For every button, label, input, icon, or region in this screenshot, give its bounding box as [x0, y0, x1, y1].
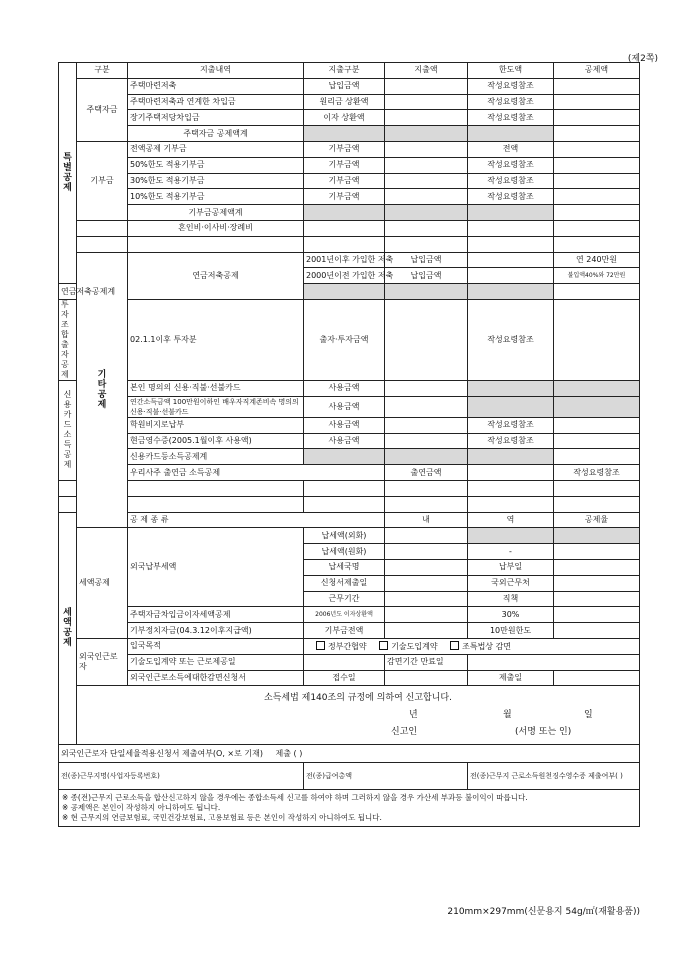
row-limit	[468, 380, 554, 396]
row-type: 사용금액	[304, 380, 385, 396]
amount-field[interactable]	[385, 417, 468, 433]
row-item: 50%한도 적용기부금	[128, 157, 304, 173]
row-limit: 작성요령참조	[468, 110, 554, 126]
deduction-field[interactable]	[554, 417, 640, 433]
amount-field[interactable]	[385, 396, 468, 417]
checkbox-gov-agreement[interactable]	[316, 641, 325, 650]
checkbox-special-tax[interactable]	[450, 641, 459, 650]
table-row	[59, 433, 640, 449]
header-type: 지출구분	[304, 63, 385, 79]
submit-date-label: 제출일	[468, 670, 554, 686]
row-type: 이자 상환액	[304, 110, 385, 126]
foreign-tax-key: 납세액(원화)	[304, 544, 385, 560]
foreign-tax-input[interactable]	[385, 575, 468, 591]
housing-interest-rate: 30%	[468, 607, 554, 623]
row-limit: 작성요령참조	[468, 189, 554, 205]
table-row	[59, 220, 640, 236]
spacer-row	[59, 236, 640, 252]
table-row	[59, 670, 640, 686]
prev-job-receipt-label: 전(종)근무지 근로소득원천징수영수증 제출여부( )	[468, 763, 640, 790]
declaration-date	[79, 707, 637, 724]
note: ※ 공제액은 본인이 작성하지 아니하여도 됩니다.	[62, 803, 221, 813]
note: ※ 현 근무지의 연금보험료, 국민건강보험료, 고용보험료 등은 본인이 작성하지 아니하여도 됩니다.	[62, 813, 382, 823]
prev-job-row	[59, 763, 640, 790]
amount-field[interactable]	[385, 110, 468, 126]
other-deduction-side-label: 기 타 공 제	[77, 252, 128, 528]
row-item: 2000년이전 가입한 저축	[304, 268, 385, 284]
amount-field[interactable]	[385, 433, 468, 449]
table-row	[59, 380, 640, 396]
amount-field[interactable]	[385, 78, 468, 94]
year-label: 년	[409, 709, 418, 720]
row-limit: 전액	[468, 141, 554, 157]
row-limit	[468, 396, 554, 417]
deduction-field[interactable]	[554, 433, 640, 449]
deduction-field[interactable]	[554, 623, 640, 639]
deduction-field[interactable]	[554, 607, 640, 623]
option-label: 기술도입계약	[391, 641, 438, 651]
table-row	[59, 78, 640, 94]
submit-date-field[interactable]	[554, 670, 640, 686]
stock-item: 우리사주 출연금 소득공제	[128, 465, 385, 481]
political-rate: 10만원한도	[468, 623, 554, 639]
tax-header-detail-b: 역	[468, 512, 554, 528]
reporter-label: 신고인	[391, 726, 418, 737]
row-type: 사용금액	[304, 433, 385, 449]
row-item: 학원비지로납부	[128, 417, 304, 433]
table-row	[59, 110, 640, 126]
foreign-tax-key: 납세국명	[304, 559, 385, 575]
housing-interest-label: 주택자금차입금이자세액공제	[128, 607, 304, 623]
table-row	[59, 141, 640, 157]
expiry-field[interactable]	[468, 654, 640, 670]
row-item: 02.1.1이후 투자분	[128, 299, 304, 380]
amount-field[interactable]	[385, 173, 468, 189]
row-limit: 작성요령참조	[554, 465, 640, 481]
single-rate-value[interactable]: 제출 ( )	[275, 748, 303, 758]
signature-field[interactable]: (서명 또는 인)	[515, 726, 572, 737]
receipt-date-field[interactable]	[385, 670, 468, 686]
row-limit: 작성요령참조	[468, 299, 554, 380]
pension-group-label: 연금저축공제	[128, 252, 304, 299]
deduction-field[interactable]	[554, 544, 640, 560]
row-limit: 작성요령참조	[468, 78, 554, 94]
purpose-label: 입국목적	[128, 638, 304, 654]
subtotal-label: 주택자금 공제액계	[128, 126, 304, 142]
wedding-label: 혼인비·이사비·장례비	[128, 220, 304, 236]
foreign-tax-value: -	[468, 544, 554, 560]
option-label: 조특법상 감면	[462, 641, 512, 651]
contract-date-label: 기술도입계약 또는 근로제공일	[128, 654, 304, 670]
header-details: 지출내역	[128, 63, 304, 79]
amount-field[interactable]	[385, 299, 468, 380]
amount-field[interactable]	[468, 252, 554, 268]
month-label: 월	[503, 709, 512, 720]
foreign-tax-input[interactable]	[385, 591, 468, 607]
row-type: 기부금액	[304, 157, 385, 173]
header-amount: 지출액	[385, 63, 468, 79]
deduction-field[interactable]	[554, 94, 640, 110]
row-item: 연간소득금액 100만원이하인 배우자직계존비속 명의의 신용·직불·선불카드	[128, 396, 304, 417]
deduction-field[interactable]	[554, 110, 640, 126]
deduction-field[interactable]	[554, 189, 640, 205]
amount-field[interactable]	[385, 607, 468, 623]
spacer-row	[59, 496, 640, 512]
amount-field[interactable]	[385, 141, 468, 157]
amount-field[interactable]	[468, 465, 554, 481]
day-label: 일	[584, 709, 593, 720]
subtotal-row	[59, 449, 640, 465]
row-item: 현금영수증(2005.1월이후 사용액)	[128, 433, 304, 449]
row-type: 사용금액	[304, 417, 385, 433]
single-rate-row	[59, 745, 640, 763]
deduction-form-table	[58, 62, 640, 827]
amount-field[interactable]	[385, 380, 468, 396]
row-limit: 작성요령참조	[468, 417, 554, 433]
invest-group-label: 투자조합출자공제	[59, 299, 77, 380]
row-item: 전액공제 기부금	[128, 141, 304, 157]
amount-field[interactable]	[385, 189, 468, 205]
housing-interest-detail: 2006년도 이자상환액	[304, 607, 385, 623]
row-type: 납입금액	[385, 268, 468, 284]
amount-field[interactable]	[385, 623, 468, 639]
table-row	[59, 623, 640, 639]
row-item: 주택마련저축과 연계한 차입금	[128, 94, 304, 110]
deduction-field[interactable]	[554, 205, 640, 221]
checkbox-tech-contract[interactable]	[379, 641, 388, 650]
table-row	[59, 252, 640, 268]
row-type: 납입금액	[385, 252, 468, 268]
row-item: 10%한도 적용기부금	[128, 189, 304, 205]
row-type: 출자·투자금액	[304, 299, 385, 380]
row-limit: 작성요령참조	[468, 173, 554, 189]
row-type: 출연금액	[385, 465, 468, 481]
row-type: 기부금액	[304, 141, 385, 157]
subtotal-label: 기부금공제액계	[128, 205, 304, 221]
page-label: (제2쪽)	[627, 54, 658, 64]
subtotal-row	[59, 126, 640, 142]
table-row	[59, 173, 640, 189]
notes-row	[59, 790, 640, 827]
row-item: 2001년이후 가입한 저축	[304, 252, 385, 268]
deduction-field	[554, 380, 640, 396]
foreign-tax-value: 납부일	[468, 559, 554, 575]
foreign-tax-value: 직책	[468, 591, 554, 607]
table-row	[59, 528, 640, 544]
tax-header-kind: 공 제 종 류	[128, 512, 385, 528]
foreign-tax-key: 납세액(외화)	[304, 528, 385, 544]
deduction-field[interactable]	[554, 141, 640, 157]
deduction-field[interactable]	[554, 126, 640, 142]
amount-field[interactable]	[385, 94, 468, 110]
row-limit: 작성요령참조	[468, 433, 554, 449]
paper-size-label: 210mm×297mm(신문용지 54g/㎡(재활용품))	[447, 907, 640, 917]
amount-field[interactable]	[385, 157, 468, 173]
foreign-tax-input[interactable]	[385, 559, 468, 575]
contract-date-field[interactable]	[304, 654, 385, 670]
tax-header-rate: 공제율	[554, 512, 640, 528]
card-group-label: 신용카드소득공제	[59, 380, 77, 480]
deduction-field[interactable]	[554, 575, 640, 591]
row-type: 기부금액	[304, 173, 385, 189]
subtotal-row	[59, 205, 640, 221]
table-row	[59, 157, 640, 173]
foreign-tax-input[interactable]	[385, 544, 468, 560]
purpose-options	[304, 638, 640, 654]
deduction-field[interactable]	[554, 284, 640, 300]
subtotal-label: 연금저축공제계	[59, 284, 77, 300]
row-type: 기부금액	[304, 189, 385, 205]
receipt-date-label: 접수일	[304, 670, 385, 686]
header-limit: 한도액	[468, 63, 554, 79]
foreign-tax-value	[468, 528, 554, 544]
declaration-row	[59, 686, 640, 745]
single-rate-label: 외국인근로자 단일세율적용신청서 제출여부(O, ×로 기재)	[61, 748, 263, 758]
table-row	[59, 465, 640, 481]
amount-field[interactable]	[468, 268, 554, 284]
tax-header-detail-a: 내	[385, 512, 468, 528]
row-item: 장기주택저당차입금	[128, 110, 304, 126]
table-row	[59, 189, 640, 205]
tax-header-row	[59, 512, 640, 528]
table-row	[59, 607, 640, 623]
housing-group-label: 주택자금	[77, 78, 128, 141]
prev-job-salary-label: 전(종)급여총액	[304, 763, 468, 790]
header-deduction: 공제액	[554, 63, 640, 79]
row-limit: 작성요령참조	[468, 157, 554, 173]
foreign-tax-input[interactable]	[385, 528, 468, 544]
deduction-field[interactable]	[554, 299, 640, 380]
row-limit: 불입액40%와 72만원	[554, 268, 640, 284]
foreign-worker-group-label: 외국인근로자	[77, 638, 128, 685]
subtotal-label: 신용카드등소득공제계	[128, 449, 304, 465]
prev-job-reg-label: 전(종)근무지명(사업자등록번호)	[59, 763, 304, 790]
tax-credit-group-label: 세액공제	[77, 528, 128, 639]
deduction-field	[554, 396, 640, 417]
expiry-label: 감면기간 만료일	[385, 654, 468, 670]
deduction-field[interactable]	[554, 78, 640, 94]
row-limit: 연 240만원	[554, 252, 640, 268]
declaration-text: 소득세법 제140조의 규정에 의하여 신고합니다.	[264, 692, 452, 703]
tax-credit-side-label: 세 액 공 제	[59, 512, 77, 745]
foreign-tax-value: 국외근무처	[468, 575, 554, 591]
header-row	[59, 63, 640, 79]
foreign-tax-key: 근무기간	[304, 591, 385, 607]
row-limit: 작성요령참조	[468, 94, 554, 110]
row-type: 사용금액	[304, 396, 385, 417]
row-type: 납입금액	[304, 78, 385, 94]
donation-group-label: 기부금	[77, 141, 128, 220]
deduction-field[interactable]	[554, 157, 640, 173]
foreign-tax-key: 신청서제출일	[304, 575, 385, 591]
row-item: 주택마련저축	[128, 78, 304, 94]
row-item: 본인 명의의 신용·직불·선불카드	[128, 380, 304, 396]
option-label: 정부간협약	[328, 641, 367, 651]
political-detail: 기부금전액	[304, 623, 385, 639]
political-label: 기부정치자금(04.3.12이후지급액)	[128, 623, 304, 639]
foreign-tax-label: 외국납부세액	[128, 528, 304, 607]
deduction-field[interactable]	[554, 559, 640, 575]
spacer-row	[59, 480, 640, 496]
special-deduction-side-label: 특 별 공 제	[59, 63, 77, 284]
row-type: 원리금 상환액	[304, 94, 385, 110]
row-item: 30%한도 적용기부금	[128, 173, 304, 189]
deduction-field[interactable]	[554, 173, 640, 189]
declaration-signature	[79, 724, 637, 741]
note: ※ 종(전)근무지 근로소득을 합산신고하지 않을 경우에는 종합소득세 신고를 하여야 하며 그러하지 않을 경우 가산세 부과등 불이익이 따릅니다.	[62, 793, 528, 803]
header-category: 구분	[77, 63, 128, 79]
deduction-field[interactable]	[554, 591, 640, 607]
table-row	[59, 417, 640, 433]
application-label: 외국인근로소득에대한감면신청서	[128, 670, 304, 686]
deduction-field[interactable]	[554, 449, 640, 465]
table-row	[59, 638, 640, 654]
table-row	[59, 94, 640, 110]
